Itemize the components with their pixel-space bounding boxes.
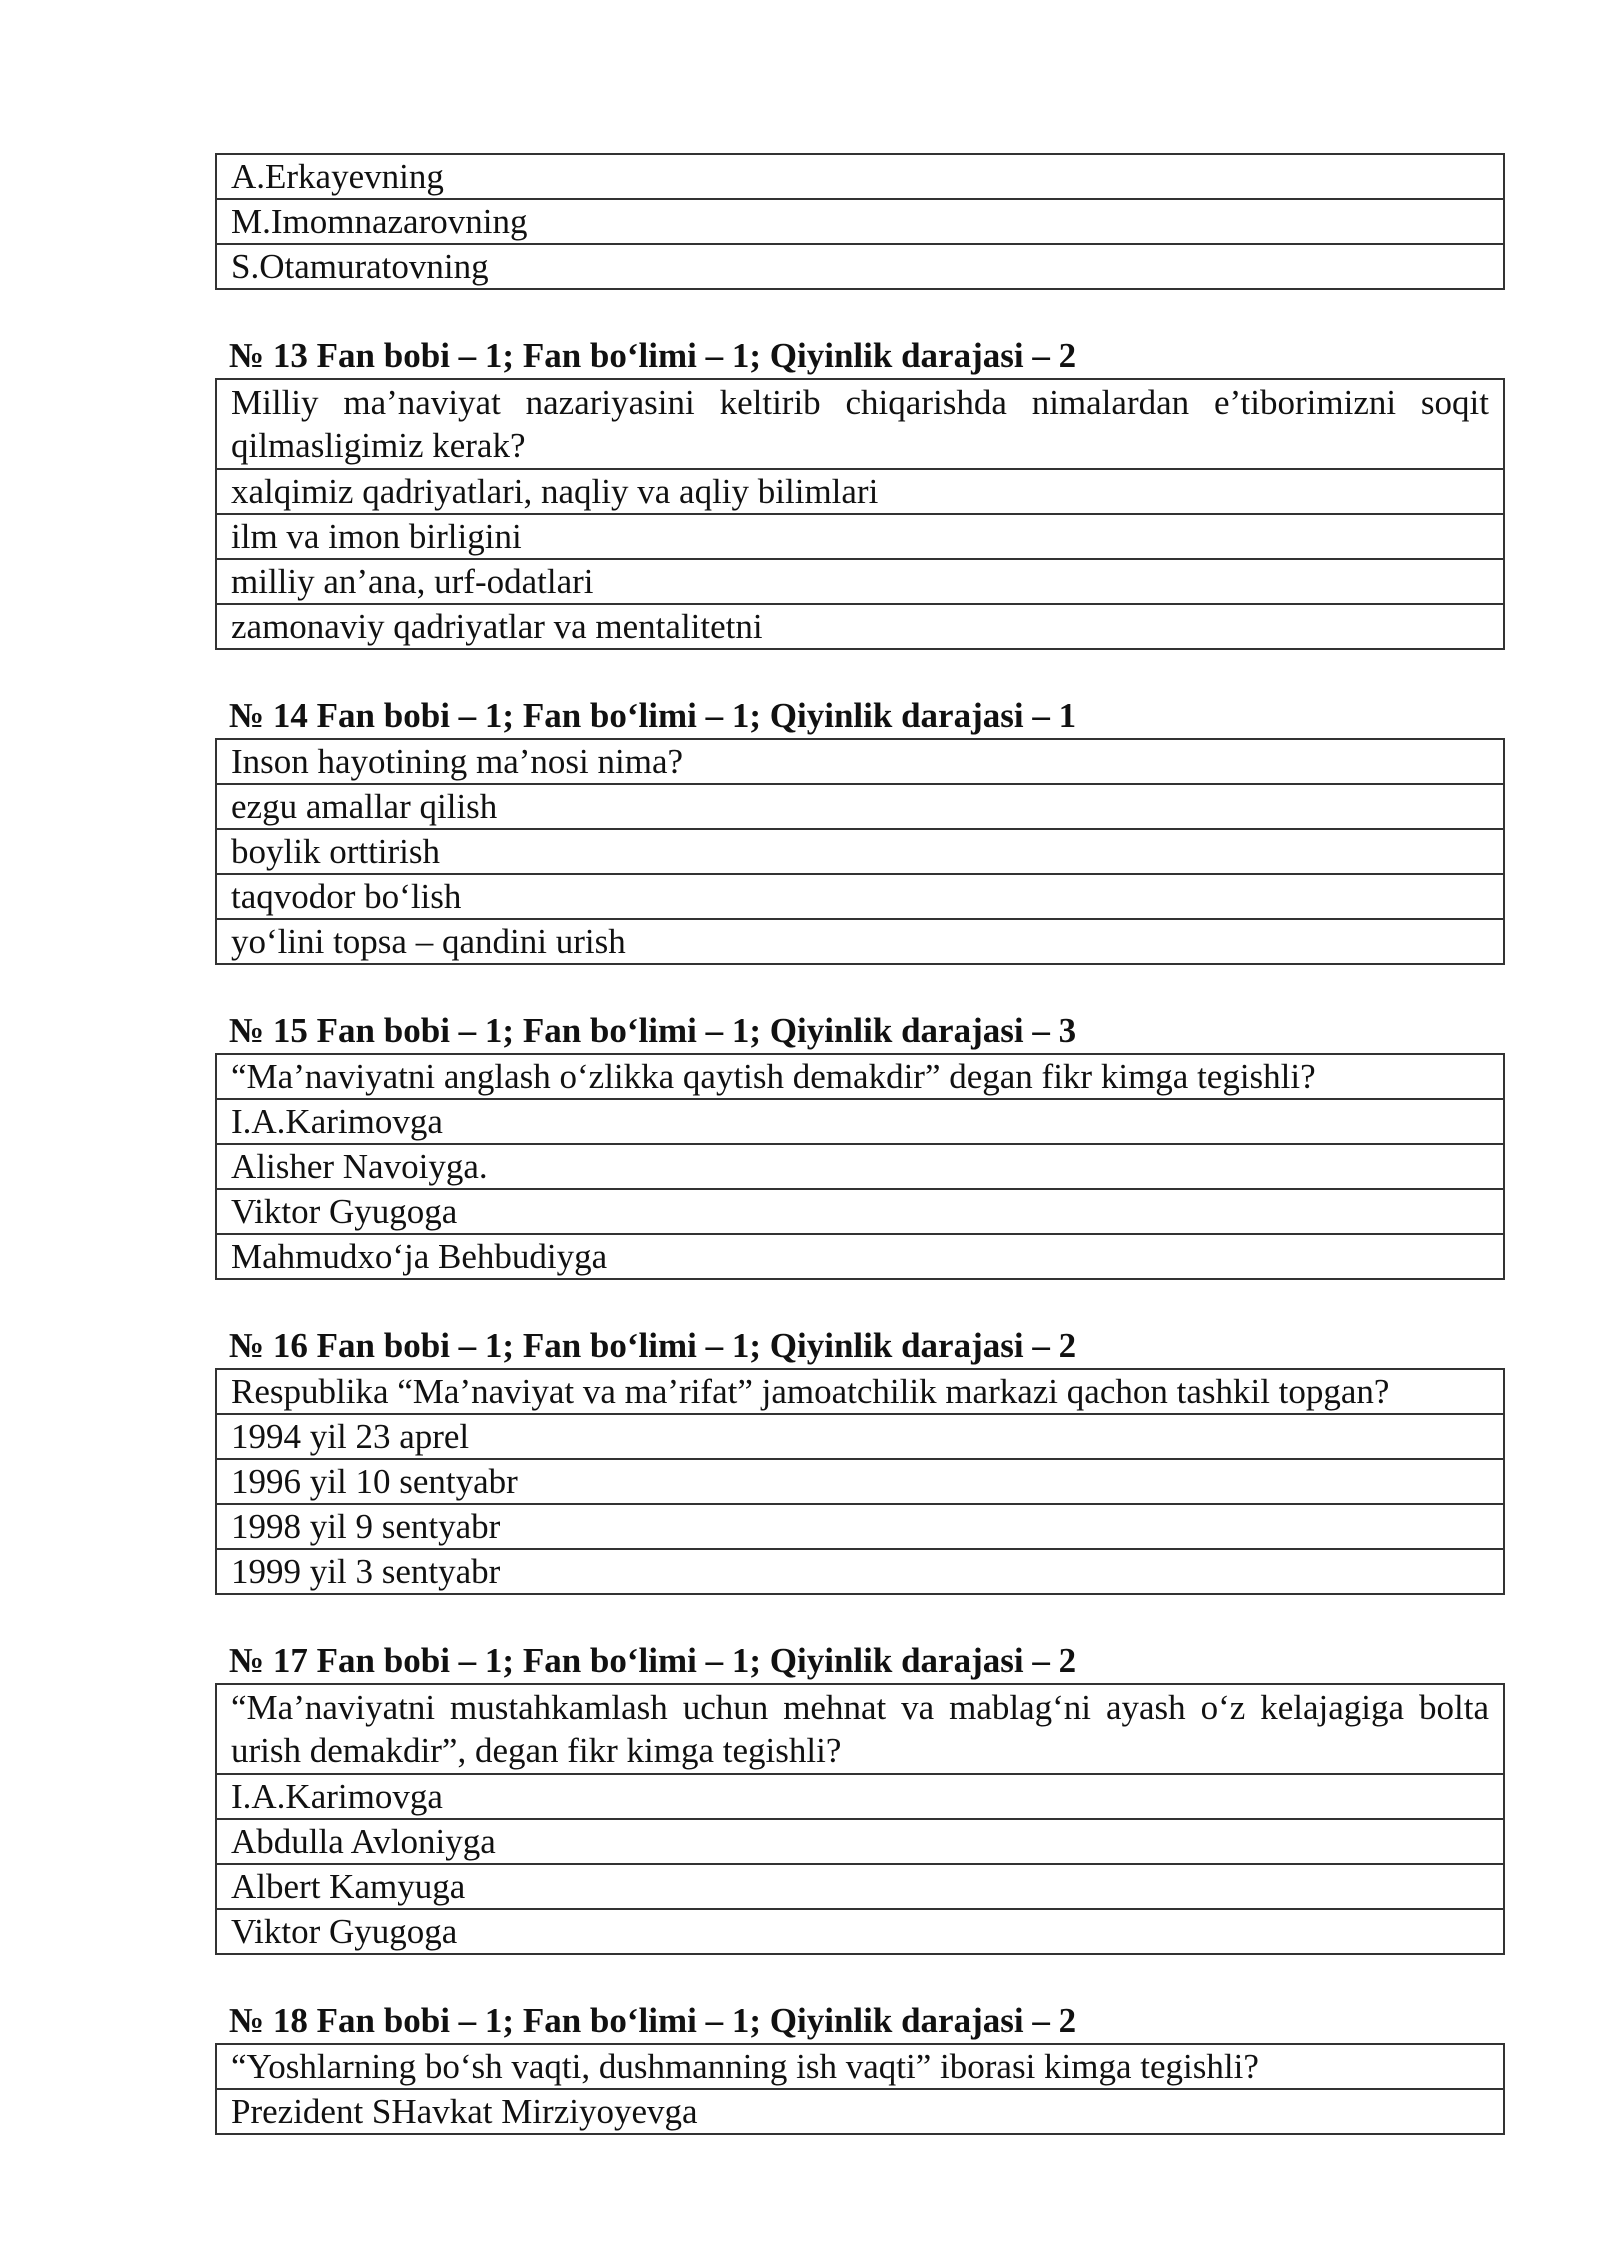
option-row — [216, 199, 1504, 244]
option-row — [216, 874, 1504, 919]
option-row — [216, 1774, 1504, 1819]
question-table — [215, 1683, 1505, 1955]
question-text: “Yoshlarning bo‘sh vaqti, dushmanning ish vaqti” iborasi kimga tegishli? — [216, 2044, 1504, 2089]
option-row — [216, 1144, 1504, 1189]
question-row — [216, 739, 1504, 784]
option-text: Prezident SHavkat Mirziyoyevga — [216, 2089, 1504, 2134]
option-text: M.Imomnazarovning — [216, 199, 1504, 244]
option-row — [216, 784, 1504, 829]
option-text: yo‘lini topsa – qandini urish — [216, 919, 1504, 964]
question-table — [215, 2043, 1505, 2135]
option-text: A.Erkayevning — [216, 154, 1504, 199]
option-text: milliy an’ana, urf-odatlari — [216, 559, 1504, 604]
option-text: 1996 yil 10 sentyabr — [216, 1459, 1504, 1504]
option-text: 1998 yil 9 sentyabr — [216, 1504, 1504, 1549]
option-text: boylik orttirish — [216, 829, 1504, 874]
question-row — [216, 1369, 1504, 1414]
option-row — [216, 559, 1504, 604]
option-row — [216, 829, 1504, 874]
option-text: I.A.Karimovga — [216, 1099, 1504, 1144]
option-row — [216, 919, 1504, 964]
option-row — [216, 1504, 1504, 1549]
option-text: zamonaviy qadriyatlar va mentalitetni — [216, 604, 1504, 649]
question-row — [216, 379, 1504, 469]
question-heading: № 17 Fan bobi – 1; Fan bo‘limi – 1; Qiyinlik darajasi – 2 — [229, 1641, 1077, 1680]
option-text: xalqimiz qadriyatlari, naqliy va aqliy bilimlari — [216, 469, 1504, 514]
question-heading: № 14 Fan bobi – 1; Fan bo‘limi – 1; Qiyinlik darajasi – 1 — [229, 696, 1077, 735]
option-row — [216, 1909, 1504, 1954]
question-heading: № 13 Fan bobi – 1; Fan bo‘limi – 1; Qiyinlik darajasi – 2 — [229, 336, 1077, 375]
option-text: 1999 yil 3 sentyabr — [216, 1549, 1504, 1594]
option-text: Viktor Gyugoga — [216, 1189, 1504, 1234]
question-table — [215, 1368, 1505, 1595]
option-text: ilm va imon birligini — [216, 514, 1504, 559]
question-block-18 — [215, 1999, 1505, 2135]
option-row — [216, 604, 1504, 649]
question-row — [216, 2044, 1504, 2089]
question-block-14 — [215, 694, 1505, 965]
question-block-13 — [215, 334, 1505, 650]
question-row — [216, 1684, 1504, 1774]
question-heading: № 15 Fan bobi – 1; Fan bo‘limi – 1; Qiyinlik darajasi – 3 — [229, 1011, 1077, 1050]
question-heading: № 16 Fan bobi – 1; Fan bo‘limi – 1; Qiyinlik darajasi – 2 — [229, 1326, 1077, 1365]
question-heading: № 18 Fan bobi – 1; Fan bo‘limi – 1; Qiyinlik darajasi – 2 — [229, 2001, 1077, 2040]
question-text: “Ma’naviyatni mustahkamlash uchun mehnat va mablag‘ni ayash o‘z kelajagiga bolta urish demakdir”, degan fikr kimga tegishli? — [216, 1684, 1504, 1774]
option-row — [216, 1414, 1504, 1459]
options-table — [215, 153, 1505, 290]
option-text: taqvodor bo‘lish — [216, 874, 1504, 919]
question-text: Inson hayotining ma’nosi nima? — [216, 739, 1504, 784]
option-row — [216, 1549, 1504, 1594]
question-text: Respublika “Ma’naviyat va ma’rifat” jamoatchilik markazi qachon tashkil topgan? — [216, 1369, 1504, 1414]
question-table — [215, 738, 1505, 965]
option-text: S.Otamuratovning — [216, 244, 1504, 289]
option-text: Albert Kamyuga — [216, 1864, 1504, 1909]
question-table — [215, 1053, 1505, 1280]
option-text: 1994 yil 23 aprel — [216, 1414, 1504, 1459]
option-row — [216, 1234, 1504, 1279]
question-block-15 — [215, 1009, 1505, 1280]
option-row — [216, 1459, 1504, 1504]
option-row — [216, 1864, 1504, 1909]
option-row — [216, 469, 1504, 514]
question-table — [215, 378, 1505, 650]
question-text: “Ma’naviyatni anglash o‘zlikka qaytish demakdir” degan fikr kimga tegishli? — [216, 1054, 1504, 1099]
question-text: Milliy ma’naviyat nazariyasini keltirib chiqarishda nimalardan e’tiborimizni soqit qilmasligimiz kerak? — [216, 379, 1504, 469]
option-row — [216, 1099, 1504, 1144]
option-row — [216, 1189, 1504, 1234]
option-text: Alisher Navoiyga. — [216, 1144, 1504, 1189]
option-row — [216, 514, 1504, 559]
option-text: I.A.Karimovga — [216, 1774, 1504, 1819]
option-text: Abdulla Avloniyga — [216, 1819, 1504, 1864]
option-text: Viktor Gyugoga — [216, 1909, 1504, 1954]
question-block-17 — [215, 1639, 1505, 1955]
document-page — [215, 153, 1505, 2135]
question-row — [216, 1054, 1504, 1099]
option-row — [216, 1819, 1504, 1864]
option-text: Mahmudxo‘ja Behbudiyga — [216, 1234, 1504, 1279]
option-row — [216, 244, 1504, 289]
option-row — [216, 2089, 1504, 2134]
question-block-continuation — [215, 153, 1505, 290]
question-block-16 — [215, 1324, 1505, 1595]
option-row — [216, 154, 1504, 199]
option-text: ezgu amallar qilish — [216, 784, 1504, 829]
